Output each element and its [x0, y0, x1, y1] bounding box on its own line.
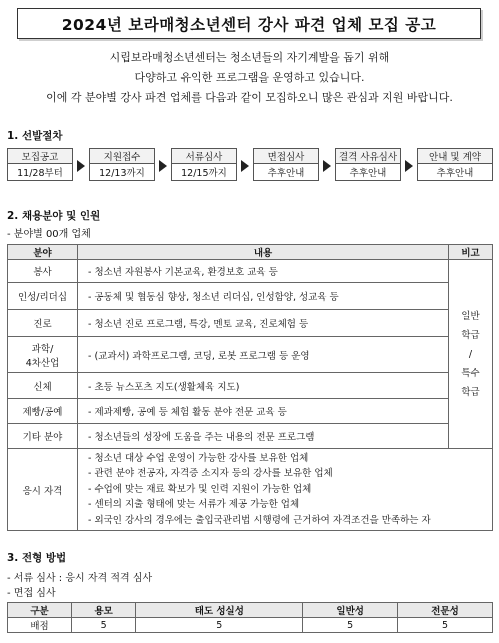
table-row [8, 283, 493, 310]
note-line: 학급 [461, 329, 480, 341]
table-header-cell: 전문성 [398, 603, 493, 618]
table-header-cell: 태도 성실성 [136, 603, 303, 618]
table-row [8, 424, 493, 449]
table-row [8, 399, 493, 424]
intro-line: 시립보라매청소년센터는 청소년들의 자기계발을 돕기 위해 [109, 51, 390, 64]
table-header-cell: 구분 [8, 603, 72, 618]
field-note [449, 260, 493, 449]
qualification-line: - 수업에 맞는 재료 확보가 및 인력 지원이 가능한 업체 [88, 483, 312, 495]
category-line: 과학/ [31, 343, 54, 355]
field-category: 응시 자격 [8, 449, 78, 531]
field-category: 봉사 [8, 260, 78, 283]
table-header-row [8, 245, 493, 260]
process-step-label: 면접심사 [253, 148, 319, 164]
field-content: - 청소년 진로 프로그램, 특강, 멘토 교육, 진로체험 등 [78, 310, 449, 337]
table-cell: 배점 [8, 618, 72, 633]
process-step [89, 148, 155, 184]
section-screening-heading: 3. 전형 방법 [7, 552, 67, 564]
process-step-date: 추후안내 [335, 164, 401, 181]
note-line: 일반 [461, 310, 480, 322]
arrow-right-icon [77, 160, 85, 172]
field-category [8, 337, 78, 373]
process-step [7, 148, 73, 184]
category-line: 4차산업 [25, 357, 60, 369]
section-selection-process-heading: 1. 선발절차 [7, 130, 63, 142]
process-step-label: 지원접수 [89, 148, 155, 164]
table-row [8, 260, 493, 283]
notice-title-box [17, 8, 481, 39]
field-category: 신체 [8, 373, 78, 399]
qualification-line: - 청소년 대상 수업 운영이 가능한 강사를 보유한 업체 [88, 452, 309, 464]
qualification-line: - 관련 분야 전공자, 자격증 소지자 등의 강사를 보유한 업체 [88, 468, 333, 480]
table-row [8, 449, 493, 531]
table-header-cell: 내용 [78, 245, 449, 260]
intro-paragraph [0, 48, 499, 108]
field-content: - (교과서) 과학프로그램, 코딩, 로봇 프로그램 등 운영 [78, 337, 449, 373]
intro-line: 다양하고 유익한 프로그램을 운영하고 있습니다. [134, 71, 365, 84]
field-category: 기타 분야 [8, 424, 78, 449]
arrow-right-icon [323, 160, 331, 172]
table-row [8, 310, 493, 337]
process-step-date: 추후안내 [253, 164, 319, 181]
process-step-label: 모집공고 [7, 148, 73, 164]
table-cell: 5 [72, 618, 136, 633]
table-header-cell: 일반성 [303, 603, 398, 618]
process-step [417, 148, 493, 184]
table-row [8, 618, 493, 633]
note-line: / [468, 348, 473, 360]
process-step-date: 12/13까지 [89, 164, 155, 181]
field-content: - 청소년 자원봉사 기본교육, 환경보호 교육 등 [78, 260, 449, 283]
screening-line: - 면접 심사 [7, 588, 56, 599]
process-step-label: 안내 및 계약 [417, 148, 493, 164]
table-header-cell: 분야 [8, 245, 78, 260]
process-step [253, 148, 319, 184]
process-step-label: 결격 사유심사 [335, 148, 401, 164]
note-line: 학급 [461, 386, 480, 398]
recruitment-field-table [7, 244, 493, 531]
process-step-date: 추후안내 [417, 164, 493, 181]
field-category: 제빵/공예 [8, 399, 78, 424]
process-step-date: 12/15까지 [171, 164, 237, 181]
arrow-right-icon [405, 160, 413, 172]
table-cell: 5 [398, 618, 493, 633]
intro-line: 이에 각 분야별 강사 파견 업체를 다음과 같이 모집하오니 많은 관심과 지원 바랍니다. [46, 91, 453, 104]
field-category: 인성/리더십 [8, 283, 78, 310]
table-header-row [8, 603, 493, 618]
note-line: 특수 [461, 367, 480, 379]
field-content: - 초등 뉴스포츠 지도(생활체육 지도) [78, 373, 449, 399]
table-row [8, 337, 493, 373]
selection-process-flow [7, 148, 493, 184]
field-content: - 제과제빵, 공예 등 체험 활동 분야 전문 교육 등 [78, 399, 449, 424]
qualification-line: - 외국인 강사의 경우에는 출입국관리법 시행령에 근거하여 자격조건을 만족하는 자 [88, 514, 431, 526]
process-step [335, 148, 401, 184]
field-content: - 공동체 및 협동심 향상, 청소년 리더십, 인성함양, 성교육 등 [78, 283, 449, 310]
screening-line: - 서류 심사 : 응시 자격 적격 심사 [7, 573, 153, 584]
recruitment-count-note: - 분야별 00개 업체 [7, 229, 91, 240]
page-title: 2024년 보라매청소년센터 강사 파견 업체 모집 공고 [61, 15, 437, 34]
field-category: 진로 [8, 310, 78, 337]
arrow-right-icon [159, 160, 167, 172]
table-header-cell: 용모 [72, 603, 136, 618]
process-step-date: 11/28부터 [7, 164, 73, 181]
process-step [171, 148, 237, 184]
table-row [8, 373, 493, 399]
table-header-cell: 비고 [449, 245, 493, 260]
table-cell: 5 [303, 618, 398, 633]
field-content [78, 449, 493, 531]
qualification-line: - 센터의 지출 형태에 맞는 서류가 제공 가능한 업체 [88, 499, 300, 511]
process-step-label: 서류심사 [171, 148, 237, 164]
scoring-table [7, 602, 493, 633]
arrow-right-icon [241, 160, 249, 172]
table-cell: 5 [136, 618, 303, 633]
section-recruitment-heading: 2. 채용분야 및 인원 [7, 210, 101, 222]
field-content: - 청소년들의 성장에 도움을 주는 내용의 전문 프로그램 [78, 424, 449, 449]
